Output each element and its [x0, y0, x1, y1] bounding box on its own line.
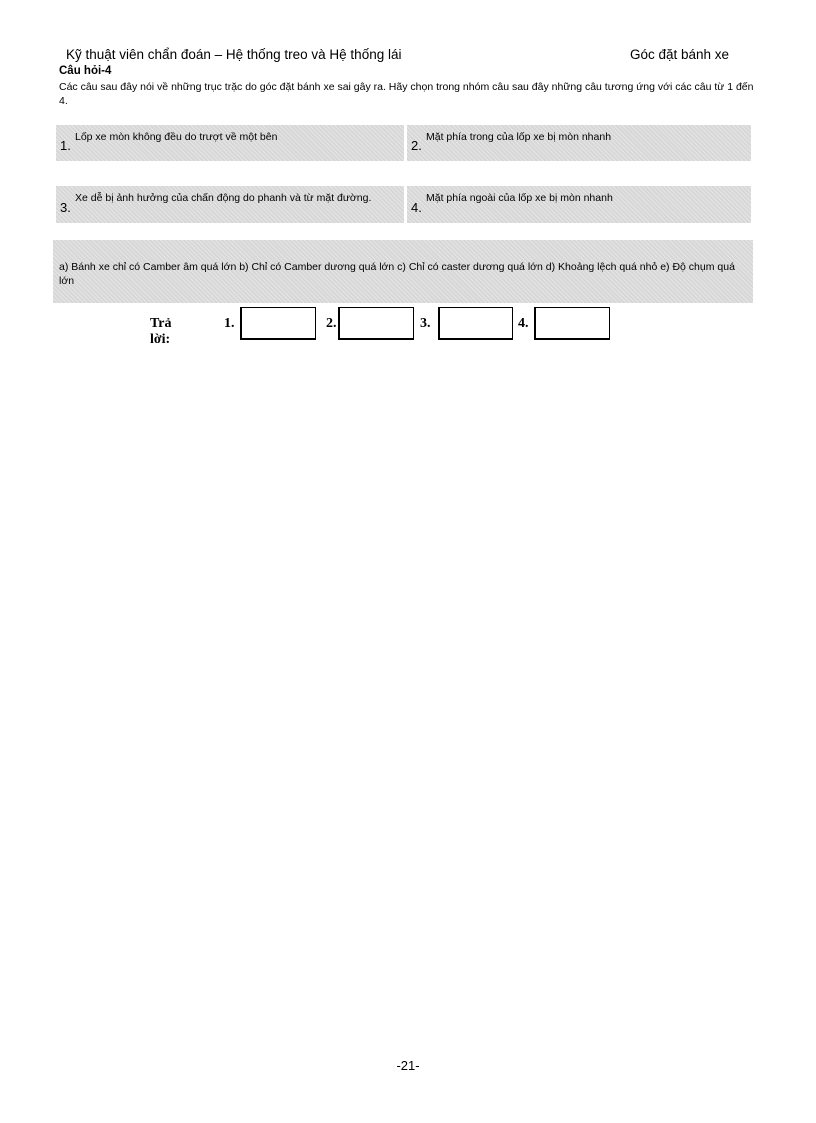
answer-slot-label-1: 1.: [224, 316, 235, 331]
statement-text: Lốp xe mòn không đều do trượt về một bên: [75, 131, 278, 143]
statement-text: Xe dễ bị ảnh hưởng của chấn động do phanh và từ mặt đường.: [75, 192, 372, 204]
answer-box-4[interactable]: [534, 307, 610, 340]
statement-number: 1.: [60, 138, 71, 153]
statement-number: 2.: [411, 138, 422, 153]
answer-box-1[interactable]: [240, 307, 316, 340]
answer-slot-label-3: 3.: [420, 316, 431, 331]
statement-number: 3.: [60, 200, 71, 215]
statement-3: [56, 186, 404, 223]
statement-2: [407, 125, 751, 161]
question-title: Câu hỏi-4: [59, 65, 112, 77]
answer-options-text: a) Bánh xe chỉ có Camber âm quá lớn b) Chỉ có Camber dương quá lớn c) Chỉ có caster dương quá lớn d) Khoảng lệch quá nhỏ e) Độ chụm quá lớn: [59, 261, 735, 287]
statement-number: 4.: [411, 200, 422, 215]
answer-box-2[interactable]: [338, 307, 414, 340]
answer-box-3[interactable]: [438, 307, 513, 340]
header-title: Kỹ thuật viên chẩn đoán – Hệ thống treo và Hệ thống lái: [66, 47, 402, 62]
header-section: Góc đặt bánh xe: [630, 47, 730, 62]
answer-options-panel: [53, 240, 753, 303]
answer-slot-label-2: 2.: [326, 316, 337, 331]
statement-text: Mặt phía trong của lốp xe bị mòn nhanh: [426, 131, 612, 143]
page-number: -21-: [396, 1058, 420, 1073]
statement-4: [407, 186, 751, 223]
statement-1: [56, 125, 404, 161]
answer-slot-label-4: 4.: [518, 316, 529, 331]
answer-label: Trả lời:: [150, 316, 172, 347]
statement-text: Mặt phía ngoài của lốp xe bị mòn nhanh: [426, 192, 613, 204]
question-intro: Các câu sau đây nói về những trục trặc do góc đặt bánh xe sai gây ra. Hãy chọn trong nhóm câu sau đây những câu tương ứng với các câu từ 1 đến 4.: [59, 81, 754, 107]
